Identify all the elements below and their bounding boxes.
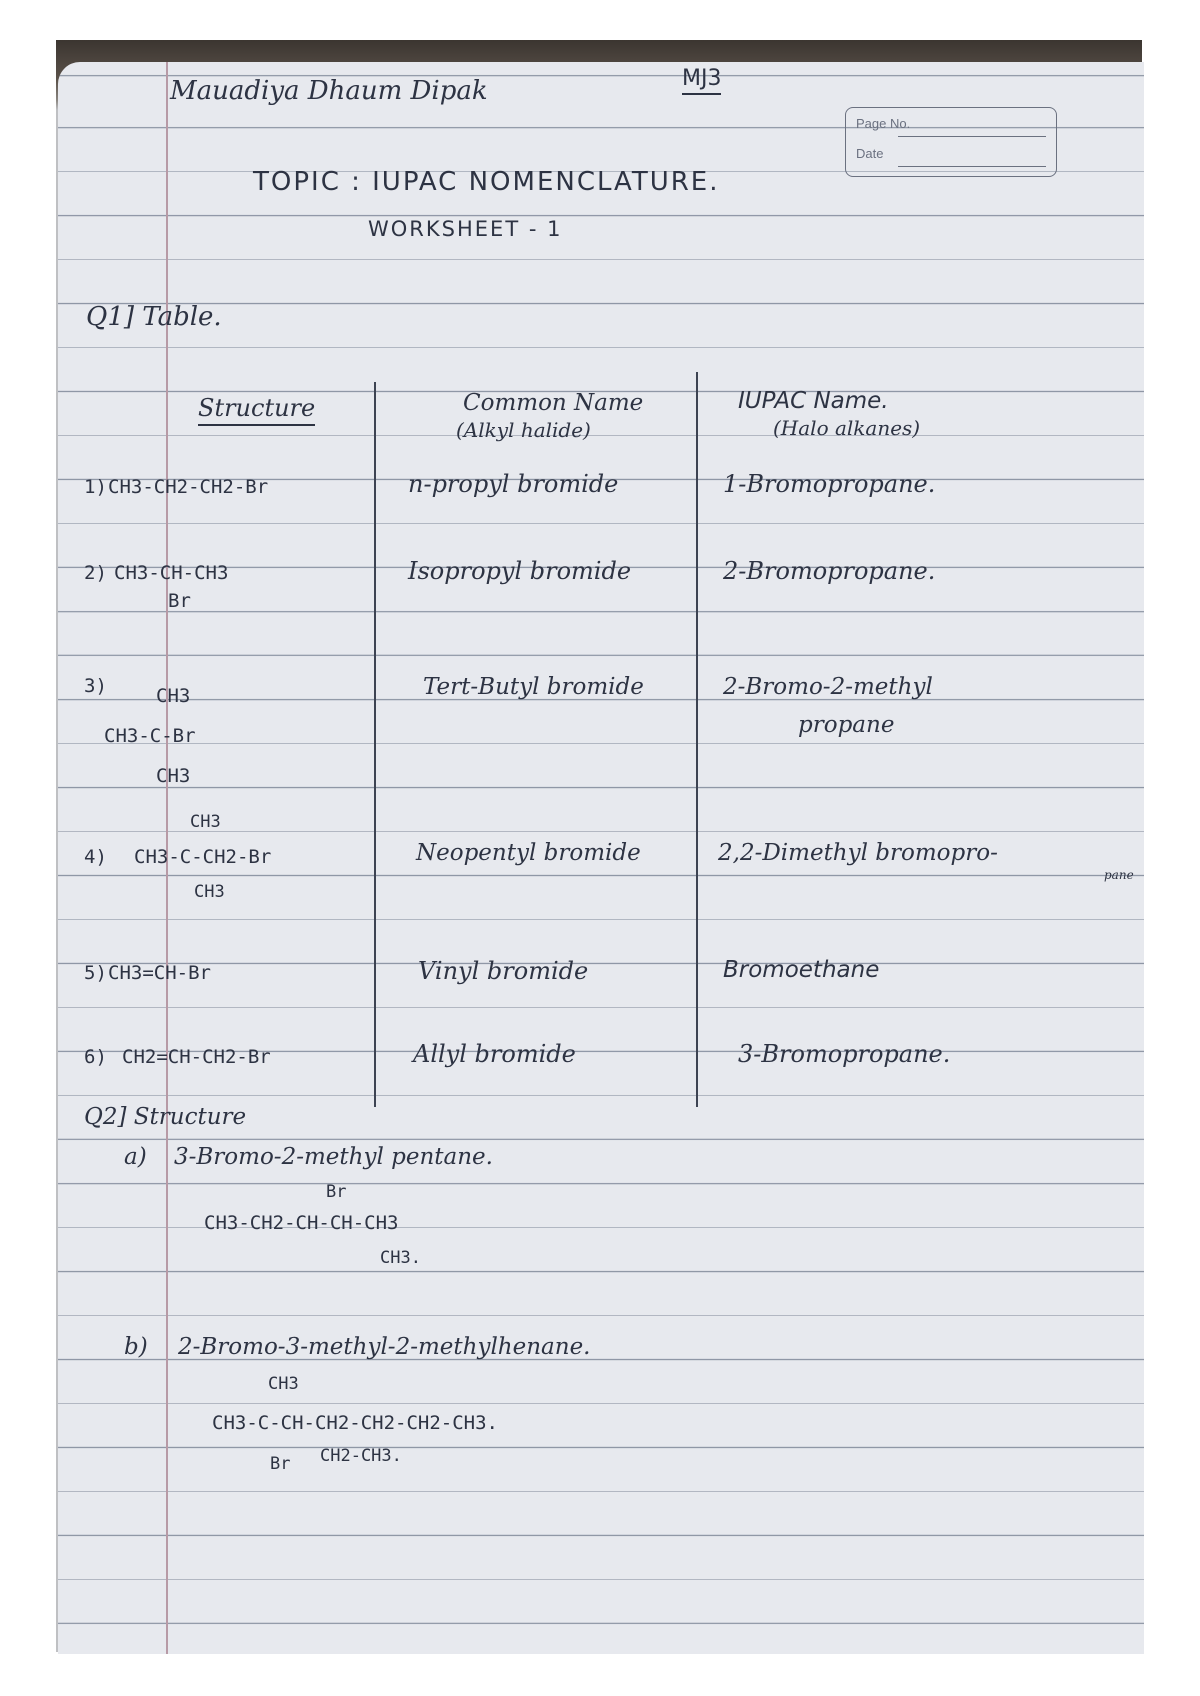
notebook-page <box>58 62 1144 1654</box>
date-line <box>898 166 1046 167</box>
row-2-common-name: Isopropyl bromide <box>408 557 632 585</box>
row-1-structure: CH3-CH2-CH2-Br <box>108 476 269 498</box>
row-4-structure-bottom: CH3 <box>194 882 225 902</box>
page-no-label: Page No. <box>856 116 911 131</box>
row-3-iupac-name-line-1: 2-Bromo-2-methyl <box>723 674 933 700</box>
row-2-number: 2) <box>84 562 107 584</box>
col-iupac-header: IUPAC Name. <box>738 388 889 414</box>
row-2-structure-main: CH3-CH-CH3 <box>114 562 229 584</box>
q1-heading: Q1] Table. <box>86 302 222 332</box>
row-2-iupac-name: 2-Bromopropane. <box>723 557 936 585</box>
row-6-structure: CH2=CH-CH2-Br <box>122 1046 271 1068</box>
q2-b-structure-top: CH3 <box>268 1374 299 1394</box>
row-1-iupac-name: 1-Bromopropane. <box>723 470 936 498</box>
row-3-structure-main: CH3-C-Br <box>104 725 196 747</box>
row-6-number: 6) <box>84 1046 107 1068</box>
row-1-common-name: n-propyl bromide <box>408 470 619 498</box>
row-4-iupac-name-line-1: 2,2-Dimethyl bromopro- <box>718 840 998 866</box>
date-label: Date <box>856 146 884 161</box>
q2-b-structure-br: Br <box>270 1454 291 1474</box>
q2-b-label: b) <box>124 1334 148 1360</box>
col-iupac-subheader: (Halo alkanes) <box>773 416 921 440</box>
q2-a-structure-main: CH3-CH2-CH-CH-CH3 <box>204 1212 399 1234</box>
row-4-iupac-name-line-2: pane <box>1104 868 1134 882</box>
row-4-structure-main: CH3-C-CH2-Br <box>134 846 272 868</box>
q2-b-name: 2-Bromo-3-methyl-2-methylhenane. <box>178 1334 591 1360</box>
q2-b-structure-main: CH3-C-CH-CH2-CH2-CH2-CH3. <box>212 1412 498 1434</box>
row-3-common-name: Tert-Butyl bromide <box>423 674 644 700</box>
q2-b-structure-ethyl: CH2-CH3. <box>320 1446 402 1466</box>
row-4-common-name: Neopentyl bromide <box>416 840 641 866</box>
topic-title: TOPIC : IUPAC NOMENCLATURE. <box>253 167 720 197</box>
table-divider-2 <box>696 372 698 1107</box>
row-1-number: 1) <box>84 476 107 498</box>
row-5-number: 5) <box>84 962 107 984</box>
page-no-line <box>898 136 1046 137</box>
nomenclature-table <box>58 382 1144 1172</box>
q2-a-name: 3-Bromo-2-methyl pentane. <box>174 1144 493 1170</box>
class-code: MJ3 <box>682 66 721 95</box>
row-5-iupac-name: Bromoethane <box>723 957 880 983</box>
row-3-structure-bottom: CH3 <box>156 765 191 787</box>
row-3-iupac-name-line-2: propane <box>798 712 895 738</box>
row-5-structure: CH3=CH-Br <box>108 962 211 984</box>
page-date-stamp <box>845 107 1057 177</box>
row-6-iupac-name: 3-Bromopropane. <box>738 1040 951 1068</box>
col-common-subheader: (Alkyl halide) <box>456 418 591 442</box>
row-4-number: 4) <box>84 846 107 868</box>
row-4-structure-top: CH3 <box>190 812 221 832</box>
row-3-number: 3) <box>84 675 107 697</box>
row-5-common-name: Vinyl bromide <box>418 957 589 985</box>
q2-a-structure-top: Br <box>326 1182 347 1202</box>
student-name: Mauadiya Dhaum Dipak <box>170 76 488 106</box>
row-6-common-name: Allyl bromide <box>413 1040 576 1068</box>
q2-a-label: a) <box>124 1144 147 1170</box>
q2-a-structure-bottom: CH3. <box>380 1248 421 1268</box>
col-structure-header: Structure <box>198 394 315 426</box>
col-common-header: Common Name <box>463 390 644 416</box>
row-3-structure-top: CH3 <box>156 685 191 707</box>
row-2-structure-branch: Br <box>168 590 191 612</box>
q2-heading: Q2] Structure <box>84 1104 247 1130</box>
table-divider-1 <box>374 382 376 1107</box>
worksheet-title: WORKSHEET - 1 <box>368 217 563 241</box>
